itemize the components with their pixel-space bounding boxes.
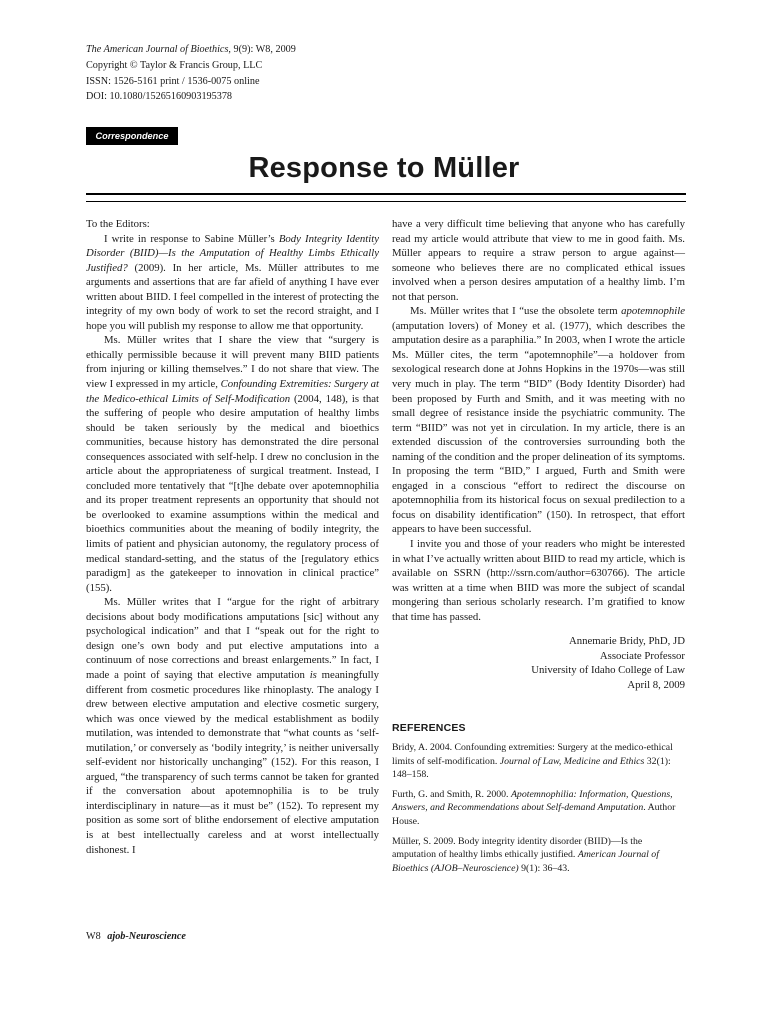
reference-item bbox=[392, 835, 685, 876]
emphasis: is bbox=[309, 668, 317, 681]
reference-item bbox=[392, 741, 685, 782]
text-run: (amputation lovers) of Money et al. (1977), which describes the amputation desire as a paraphilia.” In 2003, when I wrote the article Ms. Müller cites, the term “apotemnophile”—a holdover from sexological research done at Johns Hopkins in the 1970s—was still very much in play. The term “BID” (Body Identity Disorder) had been proposed by Furth and Smith, and it was meeting with no small degree of resistance inside the psychiatric community. The term “BIID” was not yet in circulation. In my article, there is an extended discussion of the controversies surrounding both the naming of the condition and the proper delineation of its symptoms. In proposing the term “BID,” I argued, Furth and Smith were engaged in a conscious “effort to redirect the discourse on apotemnophilia from its historical focus on sexual predilection to a focus on disability identification” (150). In retrospect, that effort appears to have been successful. bbox=[392, 319, 685, 536]
text-run: . Author House. bbox=[392, 802, 676, 828]
emphasis: apotemnophile bbox=[621, 305, 685, 318]
paragraph: have a very difficult time believing that anyone who has carefully read my article would attribute that view to me in good faith. Ms. Müller appears to require a straw person to argue against—someone who believes there are no complicated ethical issues involved when a person desires amputation of a healthy limb. I’m not that person. bbox=[392, 218, 685, 303]
journal-name: The American Journal of Bioethics bbox=[86, 44, 229, 55]
journal-meta bbox=[86, 42, 296, 105]
title-rule-thin bbox=[86, 201, 686, 202]
salutation: To the Editors: bbox=[86, 218, 150, 230]
author-name: Annemarie Bridy, PhD, JD bbox=[568, 635, 685, 648]
paragraph bbox=[86, 595, 379, 857]
text-run: Ms. Müller writes that I “use the obsolete term bbox=[410, 305, 622, 318]
text-run: meaningfully different from cosmetic procedures like rhinoplasty. The analogy I drew between elective amputation and elective cosmetic surgery, which was once viewed by the medical establishment as bodily mutilation, was intended to demonstrate that “what counts as ‘self-mutilation,’ or conversely as ‘bodily integrity,’ is neither universally self-evident nor historically unchanging” (152). For this reason, I argued, “the transparency of such terms cannot be taken for granted if the conversation about apotemnophilia is to be truly interdisciplinary in nature—as it must be” (152). To represent my position as some sort of blithe endorsement of elective amputation is at best intellectually careless and at worst intellectually dishonest. I bbox=[86, 668, 380, 856]
issn: ISSN: 1526-5161 print / 1536-0075 online bbox=[86, 75, 260, 87]
reference-item bbox=[392, 788, 685, 829]
text-run: Müller, S. 2009. Body integrity identity disorder (BIID)—Is the amputation of healthy limbs ethically justified. bbox=[392, 835, 643, 861]
text-run: 9(1): 36–43. bbox=[518, 862, 570, 874]
article-title: Confounding Extremities: Surgery at the Medico-ethical Limits of Self-Modification bbox=[86, 378, 379, 405]
author-title: Associate Professor bbox=[599, 649, 685, 662]
copyright: Copyright © Taylor & Francis Group, LLC bbox=[86, 59, 263, 71]
letter-date: April 8, 2009 bbox=[627, 678, 685, 691]
paragraph: I invite you and those of your readers who might be interested in what I’ve actually written about BIID to read my article, which is available on SSRN (http://ssrn.com/author=630766). The article was written at a time when BIID was more the subject of scandal mongering than serious scholarly research. I’m gratified to know that time has passed. bbox=[392, 538, 685, 623]
footer-journal: ajob-Neuroscience bbox=[107, 931, 186, 942]
journal-title: Journal of Law, Medicine and Ethics bbox=[499, 755, 645, 767]
right-column bbox=[392, 217, 685, 881]
left-column bbox=[86, 217, 379, 857]
signature-block bbox=[392, 634, 685, 692]
paragraph bbox=[86, 232, 379, 334]
journal-title: American Journal of Bioethics (AJOB–Neuroscience) bbox=[392, 849, 659, 874]
author-institution: University of Idaho College of Law bbox=[531, 664, 685, 677]
doi: DOI: 10.1080/15265160903195378 bbox=[86, 91, 233, 103]
paragraph bbox=[86, 333, 379, 595]
page-title: Response to Müller bbox=[248, 152, 520, 184]
paragraph bbox=[392, 304, 685, 537]
text-run: Bridy, A. 2004. Confounding extremities: Surgery at the medico-ethical limits of self-modification. bbox=[392, 742, 673, 767]
page-number: W8 bbox=[86, 931, 101, 942]
text-run: (2009). In her article, Ms. Müller attributes to me arguments and assertions that are far afield of anything I have ever written about BIID. I feel compelled in the interest of protecting the integrity of my own body of work to set the record straight, and I hope you will publish my response to allow me that opportunity. bbox=[86, 261, 379, 332]
text-run: I write in response to Sabine Müller’s bbox=[104, 232, 279, 245]
text-run: Ms. Müller writes that I share the view that “surgery is ethically permissible because it will prevent many BIID patients from injuring or killing themselves.” I do not share that view. The view I expressed in my article, bbox=[86, 334, 379, 391]
text-run: Ms. Müller writes that I “argue for the right of arbitrary decisions about body modifications amputations [sic] without any psychological indication” and that I “speak out for the right to design one’s own body and put elective amputations into a continuum of nose corrections and breast enlargements.” In fact, I made a point of saying that elective amputation bbox=[86, 596, 379, 681]
text-run: Furth, G. and Smith, R. 2000. bbox=[392, 788, 511, 800]
title-rule-thick bbox=[86, 193, 686, 195]
book-title: Apotemnophilia: Information, Questions, Answers, and Recommendations about Self-demand Amputation bbox=[392, 788, 673, 814]
references-heading: REFERENCES bbox=[392, 721, 466, 734]
text-run: 32(1): 148–158. bbox=[392, 755, 671, 781]
citation: , 9(9): W8, 2009 bbox=[228, 44, 296, 55]
page-footer bbox=[86, 931, 186, 942]
text-run: (2004, 148), is that the suffering of people who desire amputation of healthy limbs should be taken seriously by the medical and bioethics communities, because history has demonstrated the dire personal consequences associated with self-help. I drew no conclusion in the article about the appropriateness of surgical treatment. Instead, I concluded more tentatively that “[t]he debate over apotemnophilia and its proper treatment represents an opportunity that should not be overlooked to examine assumptions within the medical and bioethics communities about the meaning of bodily integrity, the limits of patient and physician autonomy, the regulatory process of medical standard-setting, and the status of the [regulatory ethics paradigm] as the gatekeeper to innovation in clinical practice” (155). bbox=[86, 392, 380, 594]
citation-line bbox=[86, 42, 296, 58]
category-label: Correspondence bbox=[86, 127, 178, 145]
article-title: Body Integrity Identity Disorder (BIID)—Is the Amputation of Healthy Limbs Ethically Justified? bbox=[86, 232, 380, 274]
